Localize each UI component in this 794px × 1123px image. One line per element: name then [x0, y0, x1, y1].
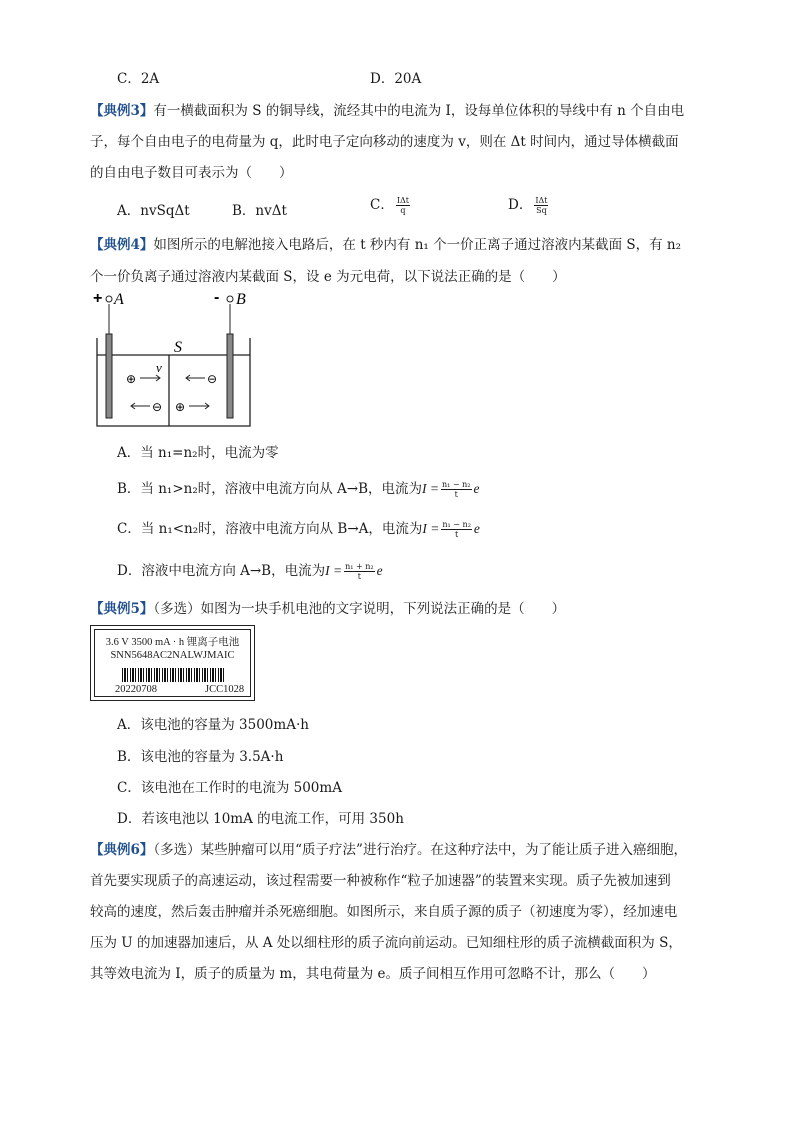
- example-3-option-a: A．nvSqΔt: [117, 203, 190, 219]
- barcode-icon: [122, 668, 226, 682]
- terminal-plus: +: [93, 290, 103, 307]
- example-3-option-d: D． $\frac{\text{IΔt}}{Sq}$: [508, 196, 548, 215]
- electrolysis-diagram: [90, 286, 260, 431]
- example-3-option-c: C． $\frac{\text{IΔt}}{q}$: [370, 196, 409, 215]
- velocity-label: v: [156, 360, 162, 375]
- example-4-option-c: C．当 n₁<n₂时，溶液中电流方向从 B→A，电流为I = $\frac{\text{n₁ − n₂}}{t}$ e: [117, 520, 480, 539]
- example-3-tag: 【典例3】: [90, 103, 154, 119]
- option-d: D．20A: [370, 71, 422, 87]
- example-5-option-c: C．该电池在工作时的电流为 500mA: [117, 780, 342, 796]
- negative-ion: ⊖: [207, 372, 218, 386]
- example-4-line-2: 个一价负离子通过溶液内某截面 S，设 e 为元电荷，以下说法正确的是（ ）: [90, 269, 566, 285]
- electrode-a: [106, 334, 112, 418]
- example-4-option-b: B．当 n₁>n₂时，溶液中电流方向从 A→B，电流为I = $\frac{\text{n₁ − n₂}}{t}$ e: [117, 480, 480, 499]
- option-c: C．2A: [117, 71, 160, 87]
- example-6-tag: 【典例6】: [90, 842, 154, 858]
- fraction: $\frac{\text{IΔt}}{Sq}$: [535, 196, 548, 215]
- battery-code: JCC1028: [205, 684, 245, 695]
- example-6-line-5: 其等效电流为 I，质子的质量为 m，其电荷量为 e。质子间相互作用可忽略不计，那么（ ）: [90, 966, 656, 982]
- battery-label: [90, 625, 255, 701]
- fraction: $\frac{\text{n₁ + n₂}}{t}$: [345, 562, 374, 581]
- example-6-line-4: 压为 U 的加速器加速后，从 A 处以细柱形的质子流向前运动。已知细柱形的质子流横截面积为 S，: [90, 935, 682, 951]
- negative-ion: ⊖: [152, 400, 163, 414]
- battery-spec: 3.6 V 3500 mA · h 锂离子电池: [105, 637, 240, 648]
- positive-ion: ⊕: [175, 400, 186, 414]
- fraction: $\frac{\text{n₁ − n₂}}{t}$: [442, 480, 471, 499]
- fraction: $\frac{\text{IΔt}}{q}$: [396, 196, 409, 215]
- terminal-minus: -: [214, 289, 220, 306]
- battery-date: 20220708: [115, 684, 157, 695]
- example-3-line-3: 的自由电子数目可表示为（ ）: [90, 165, 293, 181]
- electrode-b: [227, 334, 233, 418]
- example-3-option-b: B．nvΔt: [232, 203, 287, 219]
- example-3-line-2: 子，每个自由电子的电荷量为 q，此时电子定向移动的速度为 v，则在 Δt 时间内，通过导体横截面: [90, 134, 679, 150]
- example-4-line-1: 【典例4】如图所示的电解池接入电路后，在 t 秒内有 n₁ 个一价正离子通过溶液内某截面 S，有 n₂: [90, 237, 682, 253]
- section-s-label: S: [174, 339, 182, 356]
- example-4-option-a: A．当 n₁=n₂时，电流为零: [117, 445, 279, 461]
- example-5-stem: 【典例5】（多选）如图为一块手机电池的文字说明，下列说法正确的是（ ）: [90, 601, 566, 617]
- example-3-line-1: 【典例3】有一横截面积为 S 的铜导线，流经其中的电流为 I，设每单位体积的导线中有 n 个自由电: [90, 103, 685, 119]
- example-6-line-2: 首先要实现质子的高速运动，该过程需要一种被称作“粒子加速器”的装置来实现。质子先被加速到: [90, 873, 671, 889]
- example-4-option-d: D．溶液中电流方向 A→B，电流为I = $\frac{\text{n₁ + n₂}}{t}$ e: [117, 562, 383, 581]
- example-6-line-3: 较高的速度，然后轰击肿瘤并杀死癌细胞。如图所示，来自质子源的质子（初速度为零），经加速电: [90, 904, 678, 920]
- example-5-option-b: B．该电池的容量为 3.5A·h: [117, 749, 284, 765]
- example-5-option-a: A．该电池的容量为 3500mA·h: [117, 717, 309, 733]
- example-5-option-d: D．若该电池以 10mA 的电流工作，可用 350h: [117, 811, 404, 827]
- positive-ion: ⊕: [126, 372, 137, 386]
- example-6-line-1: 【典例6】（多选）某些肿瘤可以用“质子疗法”进行治疗。在这种疗法中，为了能让质子进入癌细胞，: [90, 842, 687, 858]
- terminal-a-label: A: [114, 291, 124, 308]
- battery-serial: SNN5648AC2NALWJMAIC: [110, 650, 235, 661]
- example-4-tag: 【典例4】: [90, 237, 154, 253]
- example-5-tag: 【典例5】: [90, 601, 154, 617]
- fraction: $\frac{\text{n₁ − n₂}}{t}$: [442, 520, 471, 539]
- terminal-b-label: B: [236, 291, 246, 308]
